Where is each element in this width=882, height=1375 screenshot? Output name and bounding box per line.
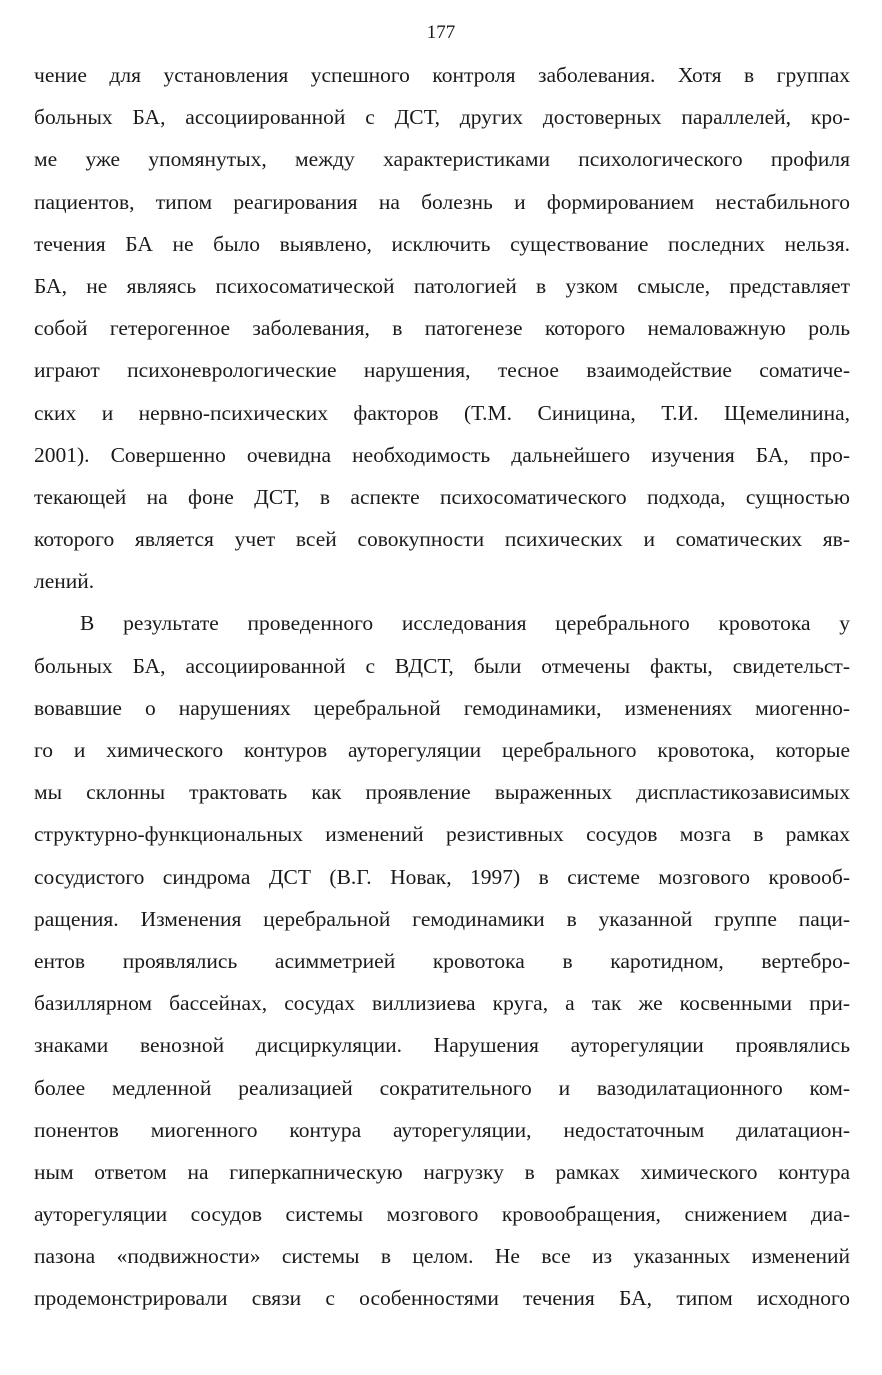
text-line: больных БА, ассоциированной с ВДСТ, были отмечены факты, свидетельст- (34, 653, 850, 678)
paragraph-2 (34, 602, 850, 1319)
text-line: пациентов, типом реагирования на болезнь и формированием нестабильного (34, 189, 850, 214)
text-line: ауторегуляции сосудов системы мозгового кровообращения, снижением диа- (34, 1202, 850, 1227)
text-line: структурно-функциональных изменений резистивных сосудов мозга в рамках (34, 822, 850, 847)
paragraph-1 (34, 54, 850, 602)
text-line: собой гетерогенное заболевания, в патогенезе которого немаловажную роль (34, 316, 850, 341)
text-line: текающей на фоне ДСТ, в аспекте психосоматического подхода, сущностью (34, 484, 850, 509)
text-line: ным ответом на гиперкапническую нагрузку в рамках химического контура (34, 1159, 850, 1184)
text-line: пазона «подвижности» системы в целом. Не все из указанных изменений (34, 1244, 850, 1269)
page-number: 177 (426, 22, 456, 43)
text-line: знаками венозной дисциркуляции. Нарушения ауторегуляции проявлялись (34, 1033, 850, 1058)
text-line: сосудистого синдрома ДСТ (В.Г. Новак, 1997) в системе мозгового кровооб- (34, 864, 850, 889)
text-line: играют психоневрологические нарушения, тесное взаимодействие соматиче- (34, 358, 850, 383)
text-line: базиллярном бассейнах, сосудах виллизиева круга, а так же косвенными при- (34, 991, 850, 1016)
text-line: которого является учет всей совокупности психических и соматических яв- (34, 527, 850, 552)
text-line: больных БА, ассоциированной с ДСТ, других достоверных параллелей, кро- (34, 105, 850, 130)
text-line: ентов проявлялись асимметрией кровотока в каротидном, вертебро- (34, 948, 850, 973)
text-line: течения БА не было выявлено, исключить существование последних нельзя. (34, 231, 850, 256)
text-line: более медленной реализацией сократительного и вазодилатационного ком- (34, 1075, 850, 1100)
text-line: чение для установления успешного контроля заболевания. Хотя в группах (34, 63, 850, 87)
text-line: мы склонны трактовать как проявление выраженных диспластикозависимых (34, 780, 850, 805)
text-line: ме уже упомянутых, между характеристиками психологического профиля (34, 147, 850, 172)
text-line: 2001). Совершенно очевидна необходимость дальнейшего изучения БА, про- (34, 442, 850, 467)
text-line: понентов миогенного контура ауторегуляции, недостаточным дилатацион- (34, 1117, 850, 1142)
text-line: вовавшие о нарушениях церебральной гемодинамики, изменениях миогенно- (34, 695, 850, 720)
text-line: го и химического контуров ауторегуляции церебрального кровотока, которые (34, 738, 850, 762)
text-line: ращения. Изменения церебральной гемодинамики в указанной группе паци- (34, 906, 850, 931)
text-line: В результате проведенного исследования церебрального кровотока у (80, 611, 850, 636)
text-line: ских и нервно-психических факторов (Т.М. Синицина, Т.И. Щемелинина, (34, 400, 850, 425)
text-line: лений. (34, 569, 95, 594)
text-line: БА, не являясь психосоматической патологией в узком смысле, представляет (34, 273, 850, 298)
text-line: продемонстрировали связи с особенностями течения БА, типом исходного (34, 1286, 850, 1311)
page-body (34, 54, 850, 1320)
